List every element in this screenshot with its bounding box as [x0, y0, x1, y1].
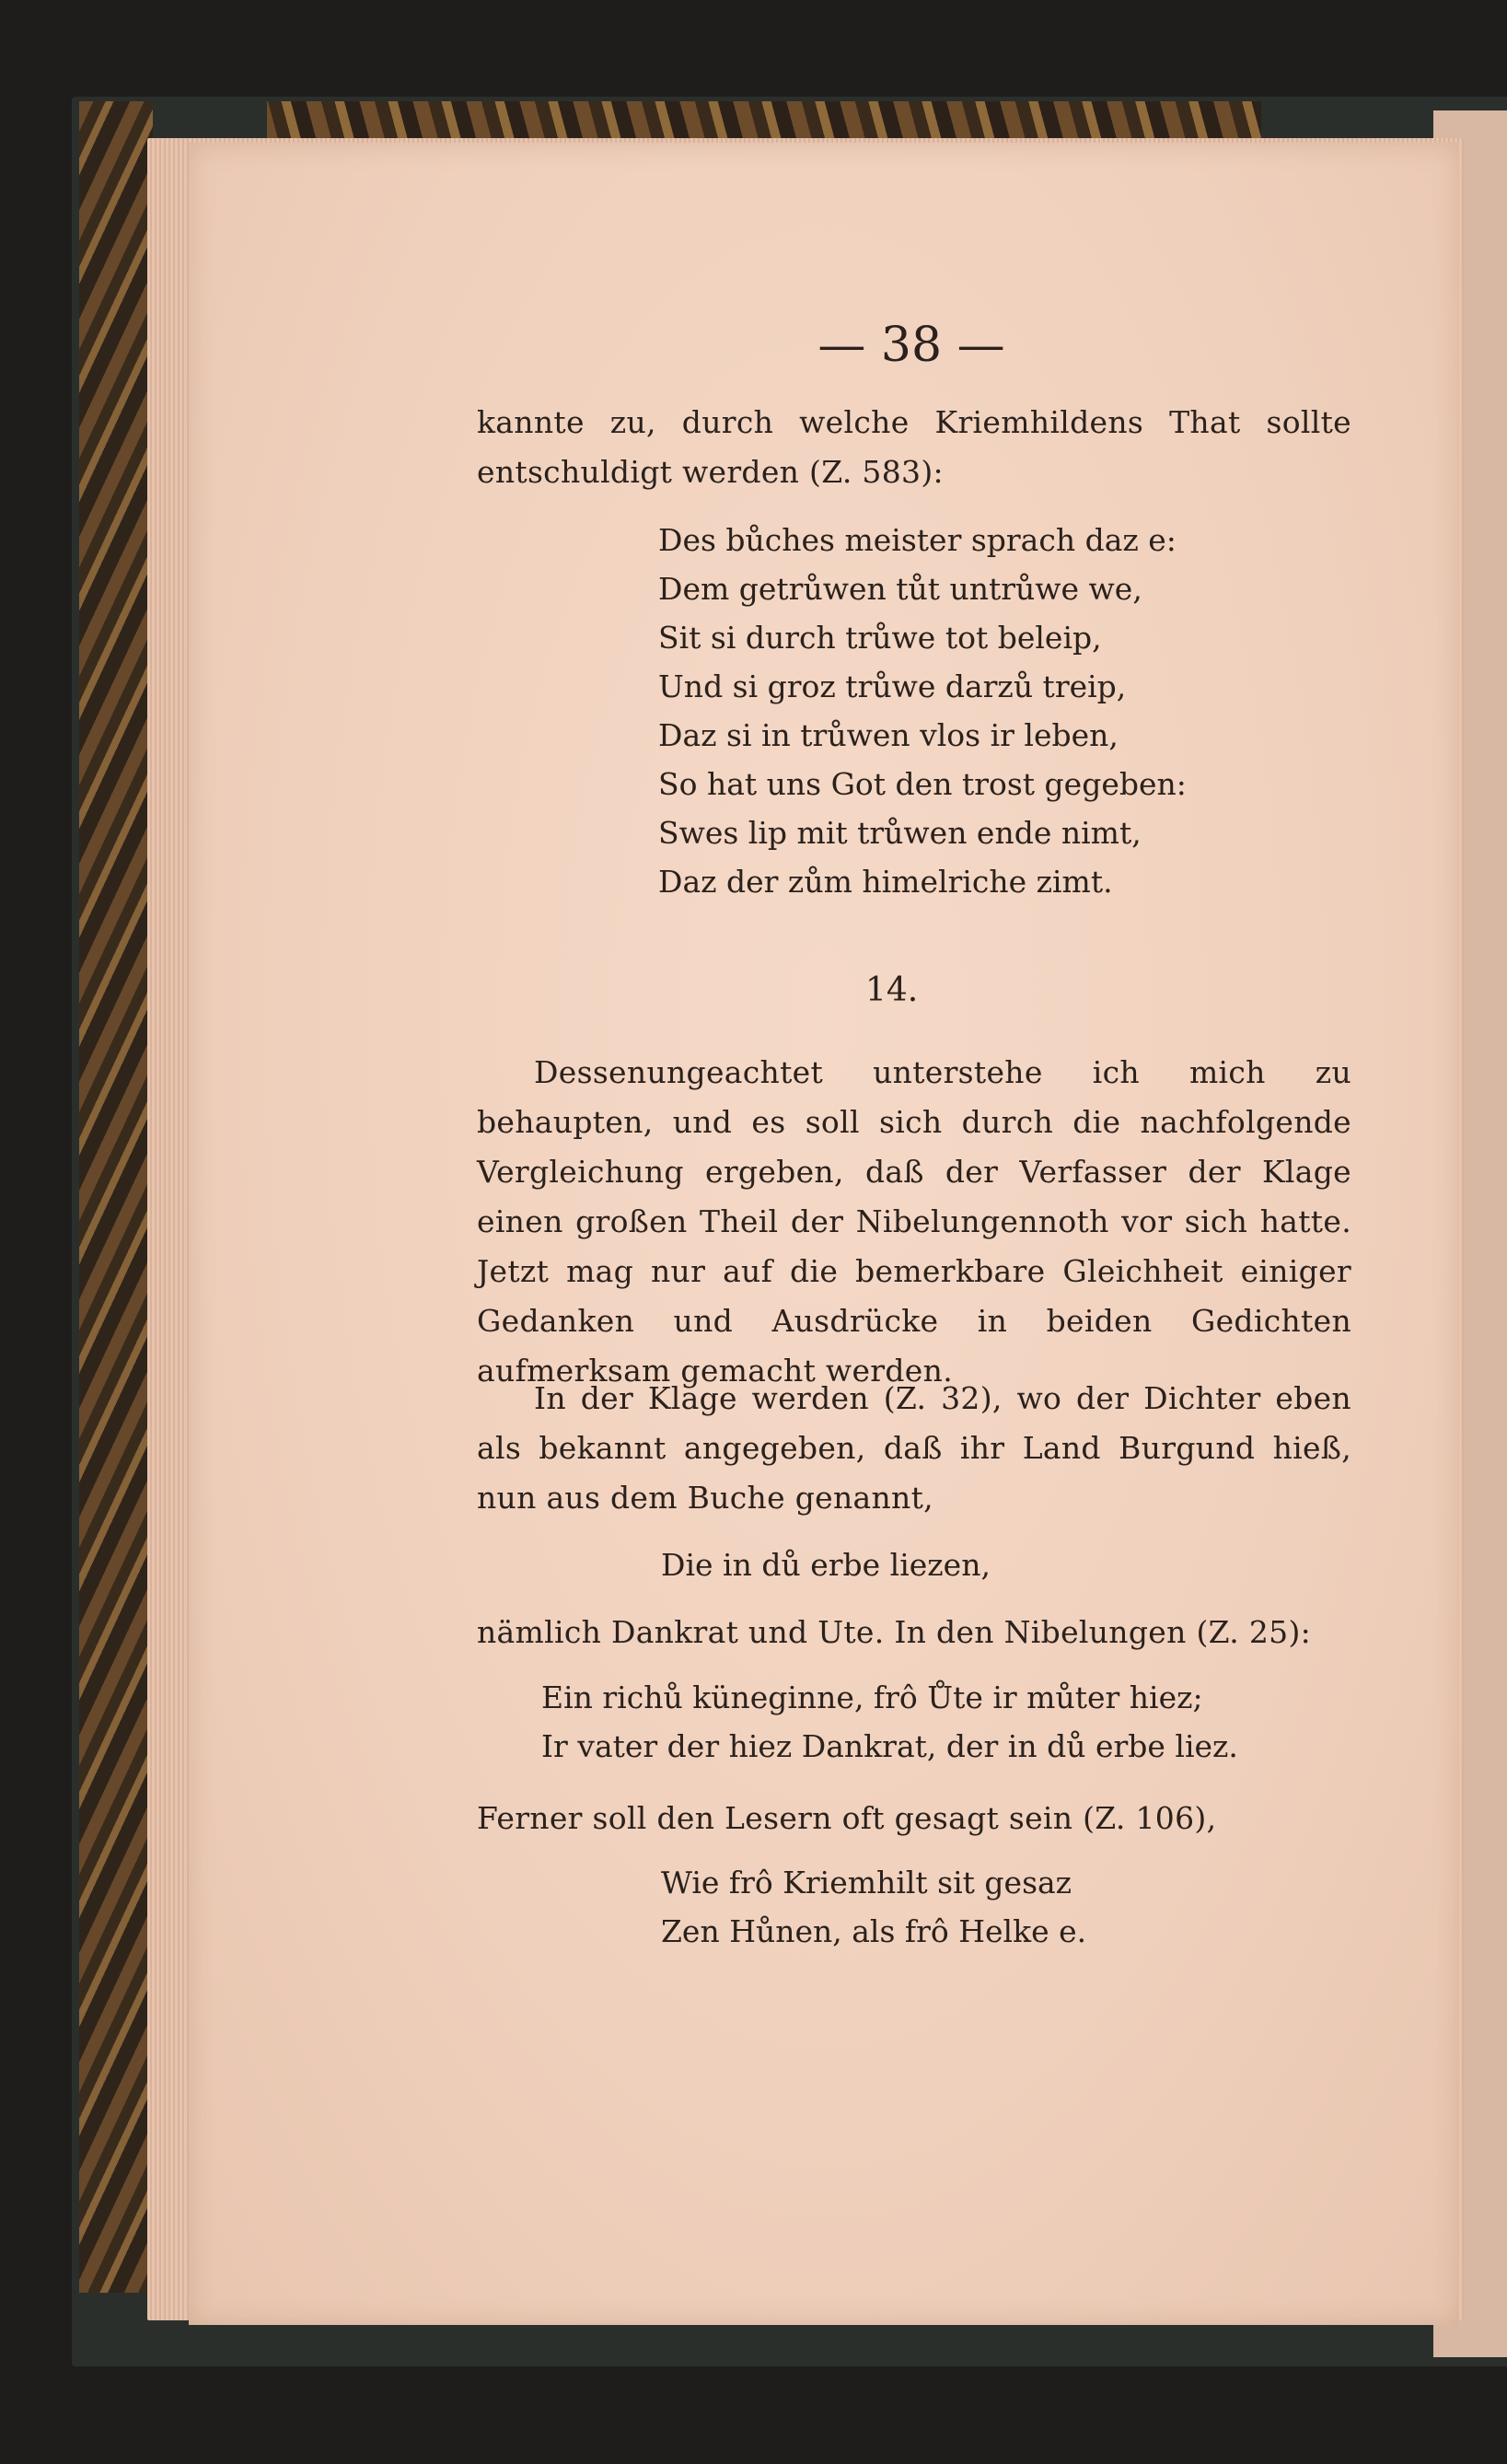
intro-paragraph: kannte zu, durch welche Kriemhildens That sollte entschuldigt werden (Z. 583): [477, 404, 1351, 490]
paragraph-ferner: Ferner soll den Lesern oft gesagt sein (Z. 106), [477, 1800, 1217, 1836]
verse-block-1 [658, 516, 1507, 906]
paragraph-klage: In der Klage werden (Z. 32), wo der Dichter eben als bekannt angegeben, daß ihr Land Burgund hieß, nun aus dem Buche genannt, [477, 1380, 1351, 1516]
verse-line: Swes lip mit trůwen ende nimt, [658, 815, 1142, 851]
verse-line: Des bůches meister sprach daz e: [658, 522, 1177, 558]
verse-block-3 [541, 1673, 1416, 1771]
verse-block-2 [661, 1540, 1507, 1589]
verse-line: Daz si in trůwen vlos ir leben, [658, 717, 1119, 753]
verse-line: Und si groz trůwe darzů treip, [658, 668, 1127, 704]
verse-block-4 [661, 1858, 1507, 1956]
page-number: — 38 — [817, 318, 1005, 373]
verse-line: So hat uns Got den trost gegeben: [658, 766, 1187, 802]
verse-line: Ein richů küneginne, frô Ůte ir můter hiez; [541, 1679, 1203, 1715]
section-number: 14. [865, 971, 919, 1009]
verse-line: Dem getrůwen tůt untrůwe we, [658, 571, 1142, 607]
verse-line: Ir vater der hiez Dankrat, der in dů erbe liez. [541, 1728, 1238, 1764]
verse-line: Daz der zům himelriche zimt. [658, 864, 1113, 900]
paragraph-nibelungen: nämlich Dankrat und Ute. In den Nibelungen (Z. 25): [477, 1614, 1312, 1650]
verse-line: Wie frô Kriemhilt sit gesaz [661, 1865, 1072, 1900]
paragraph-14: Dessenungeachtet unterstehe ich mich zu behaupten, und es soll sich durch die nachfolgende Vergleichung ergeben, daß der Verfasser der Klage einen großen Theil der Nibelungennoth vor sich hatte. Jetzt mag nur auf die bemerkbare Gleichheit einiger Gedanken und Ausdrücke in beiden Gedichten aufmerksam gemacht werden. [477, 1054, 1351, 1389]
verse-line: Die in dů erbe liezen, [661, 1547, 991, 1583]
verse-line: Zen Hůnen, als frô Helke e. [661, 1913, 1087, 1949]
marbled-board [79, 101, 153, 2293]
verse-line: Sit si durch trůwe tot beleip, [658, 620, 1102, 656]
